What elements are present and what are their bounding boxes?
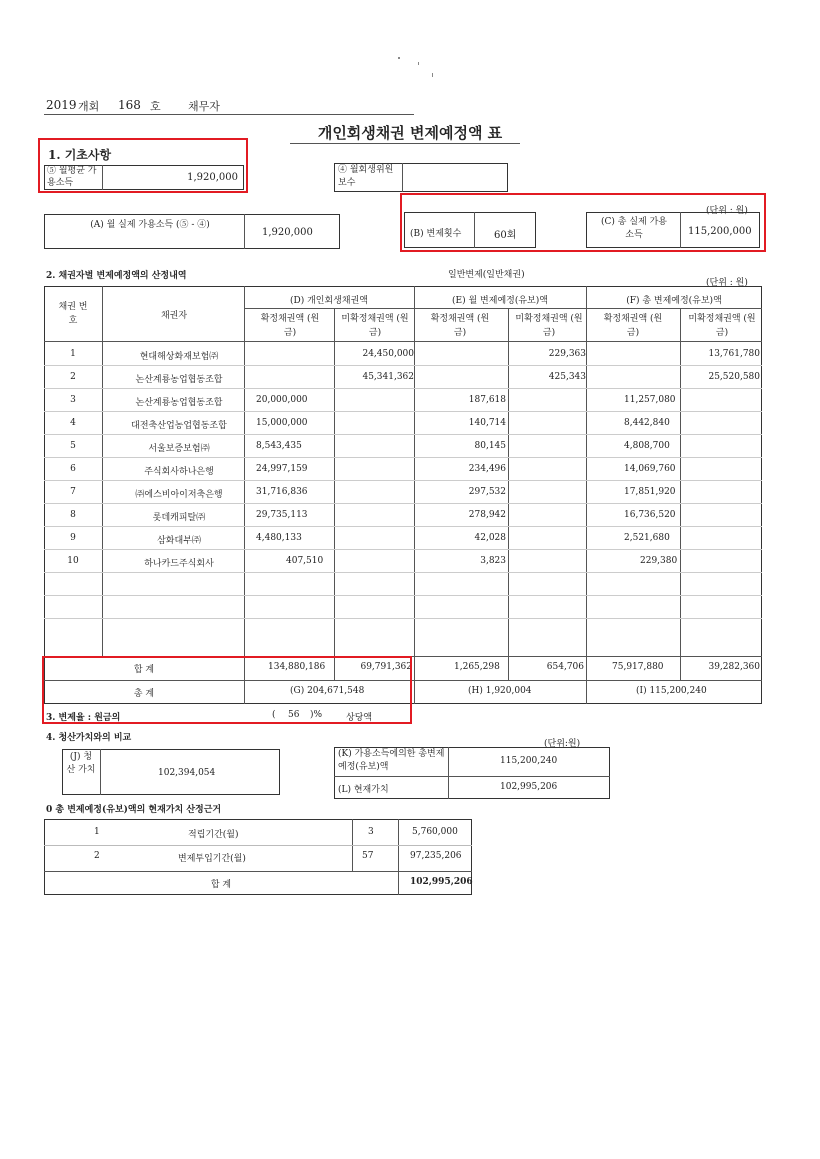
- sub-e-confirmed: 확정채권액 (원금): [430, 314, 490, 338]
- row-f-confirmed: 11,257,080: [624, 395, 676, 405]
- col-header-creditor: 채권자: [160, 311, 188, 321]
- row-creditor: 논산계룡농업협동조합: [135, 375, 223, 385]
- row-f-confirmed: 4,808,700: [624, 441, 670, 451]
- row-d-confirmed: 15,000,000: [256, 418, 308, 428]
- sub-e-unconfirmed: 미확정채권액 (원금): [515, 314, 583, 338]
- pv-row-amount: 5,760,000: [412, 827, 458, 837]
- row-creditor: 삼화대부㈜: [157, 536, 201, 546]
- repay-count-value: 60회: [494, 230, 517, 241]
- sum-label: 합 계: [133, 665, 155, 675]
- sum-d-unconfirmed: 69,791,362: [360, 662, 412, 672]
- section3-prefix: 3. 변제율 : 원금의: [46, 713, 121, 723]
- header-gae: 개회: [78, 100, 100, 113]
- header-year: 2019: [46, 98, 77, 112]
- header-case-no: 168: [118, 98, 141, 112]
- available-income-label: (A) 월 실제 가용소득 (⑤ - ④): [90, 220, 210, 230]
- row-creditor: 논산계룡농업협동조합: [135, 398, 223, 408]
- row-d-confirmed: 4,480,133: [256, 533, 302, 543]
- row-f-unconfirmed: 25,520,580: [708, 372, 760, 382]
- row-d-confirmed: 31,716,836: [256, 487, 308, 497]
- repay-count-label: (B) 변제횟수: [410, 229, 462, 239]
- row-no: 4: [70, 418, 76, 428]
- total-label: 총 계: [133, 689, 155, 699]
- row-creditor: 주식회사하나은행: [144, 467, 214, 477]
- row-no: 8: [70, 510, 76, 520]
- row-d-confirmed: 407,510: [286, 556, 324, 566]
- pv-row-label: 적립기간(월): [188, 830, 239, 840]
- liquidation-value: 102,394,054: [158, 768, 216, 778]
- trustee-fee-label: ④ 월회생위원 보수: [338, 165, 394, 188]
- row-d-confirmed: 24,997,159: [256, 464, 308, 474]
- sub-f-confirmed: 확정채권액 (원금): [603, 314, 663, 338]
- section3-rate-close: )%: [310, 710, 323, 720]
- row-no: 9: [70, 533, 76, 543]
- row-e-unconfirmed: 425,343: [548, 372, 586, 382]
- k-value: 115,200,240: [500, 756, 558, 766]
- pv-row-no: 2: [94, 851, 100, 861]
- header-ho: 호: [150, 100, 161, 113]
- page-title: 개인회생채권 변제예정액 표: [317, 124, 503, 142]
- col-header-e: (E) 월 변제예정(유보)액: [452, 296, 548, 306]
- row-f-confirmed: 14,069,760: [624, 464, 676, 474]
- sub-d-unconfirmed: 미확정채권액 (원금): [341, 314, 409, 338]
- pv-row-months: 3: [368, 827, 374, 837]
- header-underline: [44, 114, 414, 115]
- row-e-confirmed: 42,028: [474, 533, 506, 543]
- col-header-d: (D) 개인회생채권액: [290, 296, 368, 306]
- sum-d-confirmed: 134,880,186: [268, 662, 326, 672]
- k-label: (K) 가용소득에의한 총변제예정(유보)액: [338, 749, 445, 772]
- row-f-unconfirmed: 13,761,780: [708, 349, 760, 359]
- row-no: 2: [70, 372, 76, 382]
- row-no: 6: [70, 464, 76, 474]
- total-i: (I) 115,200,240: [636, 686, 707, 696]
- row-e-confirmed: 140,714: [468, 418, 506, 428]
- row-d-unconfirmed: 45,341,362: [362, 372, 414, 382]
- section3-suffix: 상당액: [346, 713, 373, 723]
- pv-row-months: 57: [362, 851, 374, 861]
- section4-unit: (단위:원): [544, 739, 581, 749]
- section2-label: 2. 채권자별 변제예정액의 산정내역: [46, 271, 187, 281]
- row-creditor: 대전축산업농업협동조합: [131, 421, 227, 431]
- section4-label: 4. 청산가치와의 비교: [46, 733, 132, 743]
- sum-e-unconfirmed: 654,706: [546, 662, 584, 672]
- pv-sum-value: 102,995,206: [410, 877, 473, 887]
- highlight-repay: [400, 193, 766, 252]
- sum-e-confirmed: 1,265,298: [454, 662, 500, 672]
- pv-sum-label: 합 계: [210, 880, 232, 890]
- row-creditor: 서울보증보험㈜: [148, 444, 210, 454]
- title-underline: [290, 143, 520, 144]
- row-d-confirmed: 29,735,113: [256, 510, 308, 520]
- pv-row-no: 1: [94, 827, 100, 837]
- header-debtor: 채무자: [188, 100, 220, 113]
- sub-d-confirmed: 확정채권액 (원금): [260, 314, 320, 338]
- row-no: 1: [70, 349, 76, 359]
- section1-label: 1. 기초사항: [48, 148, 112, 162]
- l-label: (L) 현재가치: [338, 785, 389, 795]
- section3-rate-open: (: [272, 710, 276, 720]
- row-creditor: 롯데캐피탈㈜: [152, 513, 206, 523]
- col-header-f: (F) 총 변제예정(유보)액: [626, 296, 722, 306]
- scan-speck: [432, 73, 433, 77]
- row-f-confirmed: 8,442,840: [624, 418, 670, 428]
- total-income-label: (C) 총 실제 가용소득: [601, 217, 667, 240]
- sum-f-unconfirmed: 39,282,360: [708, 662, 760, 672]
- section2-unit: (단위 : 원): [706, 278, 748, 288]
- scan-speck: [418, 62, 419, 65]
- section5-label: 0 총 변제예정(유보)액의 현재가치 산정근거: [46, 805, 222, 815]
- row-e-confirmed: 278,942: [468, 510, 506, 520]
- section2-type: 일반변제(일반채권): [448, 270, 525, 280]
- row-e-confirmed: 80,145: [474, 441, 506, 451]
- row-no: 10: [67, 556, 79, 566]
- row-d-unconfirmed: 24,450,000: [362, 349, 414, 359]
- sum-f-confirmed: 75,917,880: [612, 662, 664, 672]
- pv-row-label: 변제투입기간(월): [178, 854, 246, 864]
- section1-unit: (단위 : 원): [706, 206, 748, 216]
- liquidation-value-label: (J) 청산 가치: [66, 752, 96, 775]
- row-f-confirmed: 17,851,920: [624, 487, 676, 497]
- total-h: (H) 1,920,004: [468, 686, 532, 696]
- monthly-income-value: 1,920,000: [187, 172, 238, 183]
- row-e-unconfirmed: 229,363: [548, 349, 586, 359]
- row-no: 5: [70, 441, 76, 451]
- available-income-value: 1,920,000: [262, 227, 313, 238]
- l-value: 102,995,206: [500, 782, 558, 792]
- row-e-confirmed: 3,823: [480, 556, 506, 566]
- row-f-confirmed: 229,380: [640, 556, 678, 566]
- section3-rate-value: 56: [288, 710, 300, 720]
- row-e-confirmed: 234,496: [468, 464, 506, 474]
- row-e-confirmed: 297,532: [468, 487, 506, 497]
- col-header-no: 채권 번호: [58, 302, 88, 326]
- row-e-confirmed: 187,618: [468, 395, 506, 405]
- row-f-confirmed: 2,521,680: [624, 533, 670, 543]
- row-d-confirmed: 8,543,435: [256, 441, 302, 451]
- row-no: 3: [70, 395, 76, 405]
- row-creditor: ㈜에스비아이저축은행: [135, 490, 223, 500]
- row-no: 7: [70, 487, 76, 497]
- sub-f-unconfirmed: 미확정채권액 (원금): [688, 314, 756, 338]
- total-g: (G) 204,671,548: [290, 686, 365, 696]
- highlight-basics: [38, 138, 248, 193]
- row-creditor: 현대해상화재보험㈜: [139, 352, 219, 362]
- row-d-confirmed: 20,000,000: [256, 395, 308, 405]
- row-f-confirmed: 16,736,520: [624, 510, 676, 520]
- highlight-totals: [42, 656, 412, 724]
- monthly-income-label: ⑤ 월평균 가용소득: [47, 166, 97, 188]
- pv-row-amount: 97,235,206: [410, 851, 462, 861]
- total-income-value: 115,200,000: [688, 226, 752, 237]
- row-creditor: 하나카드주식회사: [144, 559, 214, 569]
- scan-speck: [398, 57, 400, 59]
